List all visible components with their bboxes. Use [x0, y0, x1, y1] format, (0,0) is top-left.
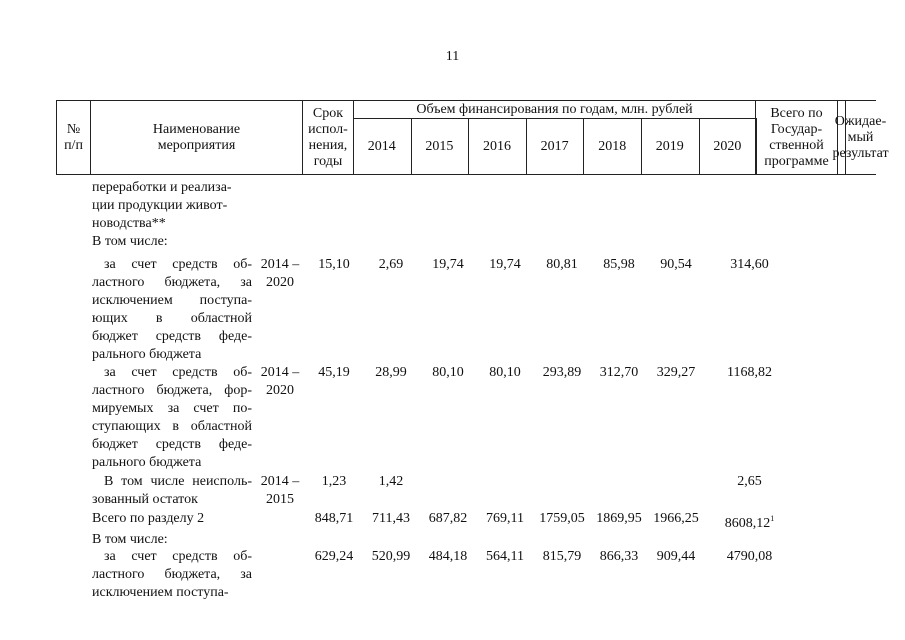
value-total: 314,60: [730, 257, 769, 272]
header-num-line1: №: [66, 121, 81, 137]
value-2014: 629,24: [314, 549, 354, 564]
header-result-line2: мый: [847, 129, 874, 145]
row-name-line: бюджет средств феде-: [92, 329, 252, 344]
row-name-line: за счет средств об-: [104, 549, 252, 564]
header-result: [832, 100, 889, 175]
row-period: [256, 364, 304, 400]
header-year-2018: 2018: [598, 138, 627, 154]
header-year-2016: 2016: [482, 138, 511, 154]
header-num-line2: п/п: [64, 137, 83, 153]
value-2017: 769,11: [486, 511, 524, 526]
header-total-line1: Всего по: [770, 105, 823, 121]
value-2016: 80,10: [432, 365, 464, 380]
header-period-line1: Срок: [312, 105, 344, 121]
value-2015: 520,99: [371, 549, 411, 564]
header-total-line3: ственной: [769, 137, 824, 153]
value-total: 1168,82: [727, 365, 772, 380]
value-total: 8608,12$^1$: [724, 514, 775, 531]
value-2018: 80,81: [546, 257, 578, 272]
value-2014: 1,23: [321, 474, 347, 489]
row-name-line: ции продукции живот-: [92, 198, 228, 213]
row-name: [92, 548, 252, 602]
value-2018: 815,79: [542, 549, 582, 564]
row-name: [92, 473, 252, 509]
total-footnote-mark: 1: [770, 514, 775, 523]
value-2016: 687,82: [428, 511, 468, 526]
row-name-line: ступающих в областной: [92, 419, 252, 434]
value-2019: 866,33: [599, 549, 639, 564]
value-total: 4790,08: [726, 549, 773, 564]
row-period-line: 2014 –: [260, 365, 300, 380]
value-total: 2,65: [737, 474, 762, 489]
header-result-line1: Ожидае-: [834, 113, 887, 129]
value-2015: 1,42: [378, 474, 404, 489]
row-period-line: 2020: [266, 275, 294, 290]
header-year-2014: 2014: [367, 138, 396, 154]
header-period-line4: годы: [313, 153, 343, 169]
value-2020: 90,54: [660, 257, 692, 272]
row-name-line: рального бюджета: [92, 347, 202, 362]
row-period: [256, 256, 304, 292]
value-2020: 329,27: [656, 365, 696, 380]
row-name-line: рального бюджета: [92, 455, 202, 470]
row-name-line: ластного бюджета, за: [92, 275, 252, 290]
header-total-line4: программе: [764, 153, 829, 169]
header-period: [302, 100, 354, 175]
row-name-line: мируемых за счет по-: [92, 401, 252, 416]
row-name-line: бюджет средств феде-: [92, 437, 252, 452]
header-name-line1: Наименование: [152, 121, 241, 137]
value-2014: 848,71: [314, 511, 354, 526]
value-2018: 293,89: [542, 365, 582, 380]
row-name-line: исключением поступа-: [92, 585, 229, 600]
row-period-line: 2014 –: [260, 257, 300, 272]
row-name-line: исключением поступа-: [92, 293, 252, 308]
value-2020: 1966,25: [653, 511, 699, 526]
header-num: [56, 100, 91, 175]
header-period-line3: нения,: [308, 137, 348, 153]
row-name: [92, 233, 252, 251]
row-name-line: В том числе:: [92, 532, 168, 547]
row-name-line: за счет средств об-: [104, 365, 252, 380]
row-period-line: 2015: [266, 492, 294, 507]
value-2018: 1759,05: [539, 511, 585, 526]
row-name-line: зованный остаток: [92, 492, 198, 507]
value-2014: 15,10: [318, 257, 350, 272]
value-2016: 19,74: [432, 257, 464, 272]
header-year-2015: 2015: [425, 138, 454, 154]
value-2016: 484,18: [428, 549, 468, 564]
row-name-line: В том числе неисполь-: [104, 474, 252, 489]
row-period-line: 2020: [266, 383, 294, 398]
row-name: [92, 510, 252, 528]
header-name-line2: мероприятия: [157, 137, 236, 153]
value-2014: 45,19: [318, 365, 350, 380]
value-2015: 28,99: [375, 365, 407, 380]
table-header: [56, 100, 889, 175]
value-2015: 2,69: [378, 257, 404, 272]
row-name-line: ющих в областной: [92, 311, 252, 326]
header-total: [755, 100, 838, 175]
row-name-line: ластного бюджета, фор-: [92, 383, 252, 398]
header-name: [90, 100, 303, 175]
row-name: [92, 179, 252, 233]
value-2019: 85,98: [603, 257, 635, 272]
page-number: 11: [445, 49, 460, 64]
row-period: [256, 473, 304, 509]
header-period-line2: испол-: [308, 121, 348, 137]
header-funding-title: Объем финансирования по годам, млн. рублей: [416, 101, 693, 117]
row-name-line: В том числе:: [92, 234, 168, 249]
header-year-2020: 2020: [713, 138, 742, 154]
value-2015: 711,43: [372, 511, 410, 526]
row-name-line: Всего по разделу 2: [92, 511, 205, 526]
value-2017: 19,74: [489, 257, 521, 272]
row-name: [92, 531, 252, 549]
header-total-line2: Государ-: [770, 121, 823, 137]
value-2017: 80,10: [489, 365, 521, 380]
header-year-2019: 2019: [655, 138, 684, 154]
value-2019: 1869,95: [596, 511, 642, 526]
header-year-2017: 2017: [540, 138, 569, 154]
row-name-line: переработки и реализа-: [92, 180, 232, 195]
row-name: [92, 364, 252, 472]
row-name-line: ластного бюджета, за: [92, 567, 252, 582]
row-name-line: за счет средств об-: [104, 257, 252, 272]
value-2017: 564,11: [486, 549, 524, 564]
value-2020: 909,44: [656, 549, 696, 564]
row-period-line: 2014 –: [260, 474, 300, 489]
header-result-line3: результат: [832, 145, 889, 161]
row-name-line: новодства**: [92, 216, 166, 231]
row-name: [92, 256, 252, 364]
value-2019: 312,70: [599, 365, 639, 380]
